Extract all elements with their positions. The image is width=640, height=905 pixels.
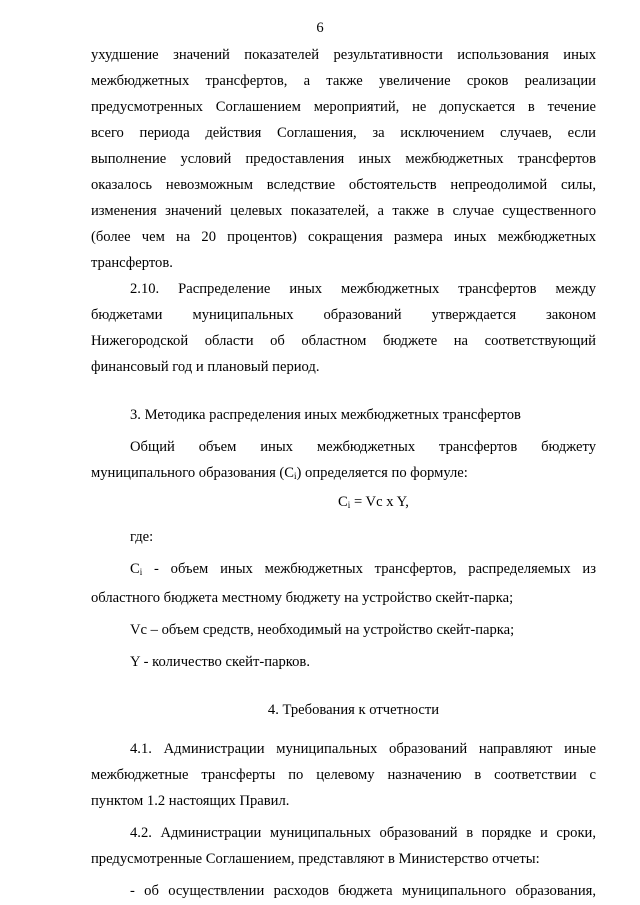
formula <box>91 489 596 518</box>
page-number: 6 <box>316 20 324 36</box>
formula-symbol: С <box>338 494 348 510</box>
text-line: бюджетами муниципальных образований утверждается законом <box>91 307 596 323</box>
paragraph-2-10 <box>91 276 596 380</box>
paragraph-4-1 <box>91 736 596 814</box>
text-fragment: ) определяется по формуле: <box>296 465 468 481</box>
text-line: оказалось невозможным вследствие обстоятельств непреодолимой силы, <box>91 177 596 193</box>
section-3-intro <box>91 434 596 489</box>
subscript: i <box>347 500 351 510</box>
text-line: трансфертов. <box>91 255 173 271</box>
text-line: всего периода действия Соглашения, за исключением случаев, если <box>91 125 596 141</box>
text-line: межбюджетные трансферты по целевому назначению в соответствии с <box>91 767 596 783</box>
text-line: финансовый год и плановый период. <box>91 359 320 375</box>
text-line: выполнение условий предоставления иных межбюджетных трансфертов <box>91 151 596 167</box>
section-3-heading: 3. Методика распределения иных межбюджетных трансфертов <box>130 407 521 423</box>
text-line: изменения значений целевых показателей, а также в случае существенного <box>91 203 596 219</box>
text-line: (более чем на 20 процентов) сокращения размера иных межбюджетных <box>91 229 596 245</box>
subscript: i <box>139 567 143 577</box>
text-line <box>91 556 596 585</box>
text-fragment: - объем иных межбюджетных трансфертов, распределяемых из <box>142 561 596 577</box>
where-label: где: <box>130 529 154 545</box>
text-line: областного бюджета местному бюджету на устройство скейт-парка; <box>91 590 514 606</box>
text-line: 4.1. Администрации муниципальных образований направляют иные <box>130 741 596 757</box>
text-line: предусмотренных Соглашением мероприятий, не допускается в течение <box>91 99 596 115</box>
text-line: Общий объем иных межбюджетных трансфертов бюджету <box>130 439 596 455</box>
definition-vc: Vc – объем средств, необходимый на устройство скейт-парка; <box>130 622 515 638</box>
text-fragment: С <box>130 561 140 577</box>
text-line: - об осуществлении расходов бюджета муниципального образования, <box>130 883 596 899</box>
text-line: ухудшение значений показателей результативности использования иных <box>91 47 596 63</box>
paragraph-4-2 <box>91 820 596 872</box>
paragraph-continuation <box>91 42 596 276</box>
text-line: 2.10. Распределение иных межбюджетных трансфертов между <box>130 281 596 297</box>
text-line: Нижегородской области об областном бюджете на соответствующий <box>91 333 596 349</box>
text-line: 4.2. Администрации муниципальных образований в порядке и сроки, <box>130 825 596 841</box>
subscript: i <box>294 471 297 481</box>
document-body <box>91 42 596 904</box>
text-line <box>91 460 596 489</box>
formula-text: = Vc x Y, <box>350 494 409 510</box>
section-4-heading: 4. Требования к отчетности <box>267 702 440 718</box>
text-line: пунктом 1.2 настоящих Правил. <box>91 793 290 809</box>
paragraph-list-item <box>91 878 596 904</box>
definition-ci <box>91 556 596 611</box>
definition-y: Y - количество скейт-парков. <box>130 654 310 670</box>
text-fragment: муниципального образования (С <box>91 465 295 481</box>
text-line: межбюджетных трансфертов, а также увеличение сроков реализации <box>91 73 596 89</box>
text-line: предусмотренные Соглашением, представляют в Министерство отчеты: <box>91 851 540 867</box>
